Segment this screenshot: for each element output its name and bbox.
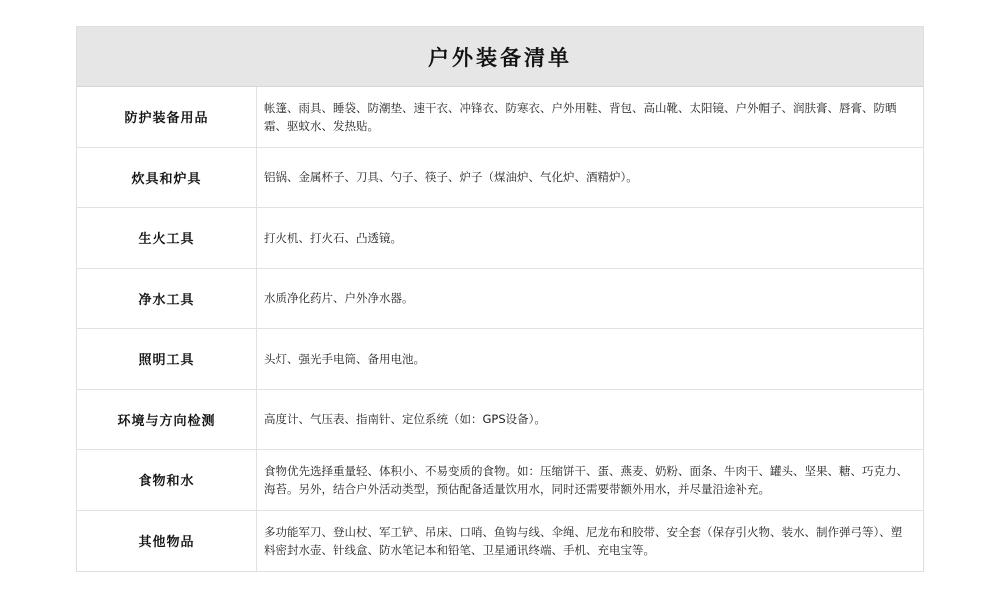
table-row [77,208,923,269]
category-cell: 防护装备用品 [77,87,257,147]
table-row [77,87,923,148]
items-cell: 高度计、气压表、指南针、定位系统（如：GPS设备）。 [264,412,546,427]
category-cell: 生火工具 [77,208,257,268]
category-cell: 净水工具 [77,269,257,329]
category-cell: 炊具和炉具 [77,148,257,208]
table-title: 户外装备清单 [428,45,572,70]
category-cell: 食物和水 [77,450,257,510]
items-cell: 打火机、打火石、凸透镜。 [264,230,402,245]
items-cell: 铝锅、金属杯子、刀具、勺子、筷子、炉子（煤油炉、气化炉、酒精炉）。 [264,170,638,185]
table-title-row [77,27,923,87]
items-cell: 食物优先选择重量轻、体积小、不易变质的食物。如：压缩饼干、蛋、燕麦、奶粉、面条、牛肉干、罐头、坚果、糖、巧克力、海苔。另外，结合户外活动类型，预估配备适量饮用水，同时还需要带额外用水，并尽量沿途补充。 [264,463,908,496]
table-row [77,148,923,209]
category-cell: 其他物品 [77,511,257,572]
category-cell: 照明工具 [77,329,257,389]
table-row [77,269,923,330]
table-row [77,329,923,390]
category-cell: 环境与方向检测 [77,390,257,450]
items-cell: 水质净化药片、户外净水器。 [264,291,414,306]
table-row [77,390,923,451]
table-row [77,450,923,511]
equipment-table [76,26,924,572]
items-cell: 头灯、强光手电筒、备用电池。 [264,351,425,366]
items-cell: 多功能军刀、登山杖、军工铲、吊床、口哨、鱼钩与线、伞绳、尼龙布和胶带、安全套（保存引火物、装水、制作弹弓等）、塑料密封水壶、针线盒、防水笔记本和铅笔、卫星通讯终端、手机、充电宝等。 [264,524,903,557]
items-cell: 帐篷、雨具、睡袋、防潮垫、速干衣、冲锋衣、防寒衣、户外用鞋、背包、高山靴、太阳镜、户外帽子、润肤膏、唇膏、防晒霜、驱蚊水、发热贴。 [264,100,897,133]
table-row [77,511,923,572]
